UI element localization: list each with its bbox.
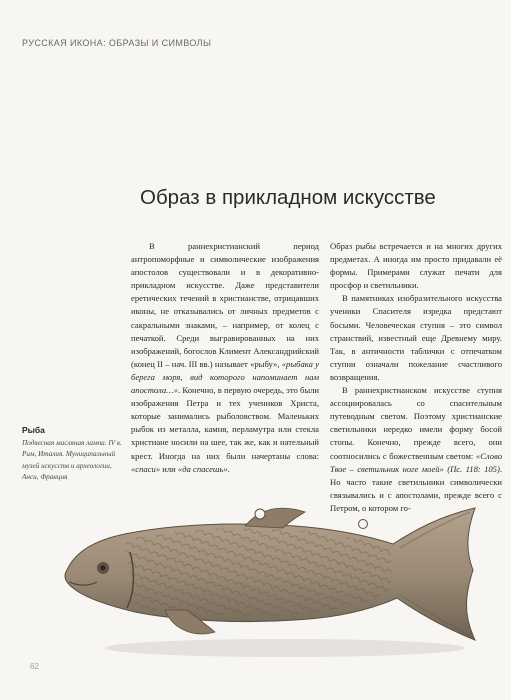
paragraph [330,384,502,515]
quote: «да спасешь» [177,463,228,474]
shadow [105,639,465,657]
fish-lamp-illustration [55,500,495,660]
suspension-hole [255,509,265,519]
text-run: В раннехристианском искусстве ступня ассоциировалась со спасительным путеводным светом. Поэтому христианские светильники нередко имели форму босой стопы. Конечно, прежде всего, они соотносились с божественным светом: [330,385,502,461]
suspension-hole [359,520,368,529]
paragraph [131,240,319,476]
paragraph: В памятниках изобразительного искусства ученики Спасителя изредка предстают босыми. Человеческая ступня – это символ странствий, известный еще Древнему миру. Так, в античности таблички с отпечатком ступни означали пожелание счастливого возвращения. [330,293,502,382]
caption-title: Рыба [22,425,45,435]
text-run: или [160,463,178,474]
quote: «Слово Твое – светильник ноге моей» [330,450,502,474]
text-column-right [330,240,502,515]
citation: (Пс. 118: 105) [443,463,500,474]
figure-caption [22,425,122,484]
text-run: . Но часто такие светильники символически связывались и с апостолами, прежде всего с Петром, о котором го- [330,463,503,513]
quote: «спаси» [131,463,161,474]
fish-pupil [101,566,106,571]
text-run: . Конечно, в первую очередь, это были изображения Петра и тех учеников Христа, которые занимались рыболовством. Маленьких рыбок из металла, камня, перламутра или стекла христиане носили на шее, так же, как и нательный крест. Иногда на них были начертаны слова: [131,385,319,461]
text-run: В раннехристианский период антропоморфные и символические изображения апостолов существовали и в декоративно-прикладном искусстве. Даже представители еретических течений в христианстве, отрицавших иконы, не отказывались от личных предметов с сакральными знаками, – например, от колец с печаткой. Среди выгравированных на них изображений, богослов Климент Александрийский (конец II – нач. III вв.) называет «рыбу», [131,241,319,369]
running-header: РУССКАЯ ИКОНА: ОБРАЗЫ И СИМВОЛЫ [22,38,212,48]
text-column-left [131,240,319,476]
article-title: Образ в прикладном искусстве [140,186,436,209]
caption-text: Подвесная масляная лампа. IV в. Рим, Италия. Муниципальный музей искусств и археологии, Анси, Франция [22,439,122,482]
dorsal-fin [245,508,305,528]
text-run: . [227,463,230,474]
paragraph: Образ рыбы встречается и на многих других предметах. А иногда им просто придавали её формы. Примерами служат печати для просфор и светильники. [330,241,502,291]
quote: «рыбака у берега моря, вид которого напоминает нам апостола…» [131,358,319,396]
page-number: 62 [30,662,39,671]
scale-texture [125,528,391,616]
